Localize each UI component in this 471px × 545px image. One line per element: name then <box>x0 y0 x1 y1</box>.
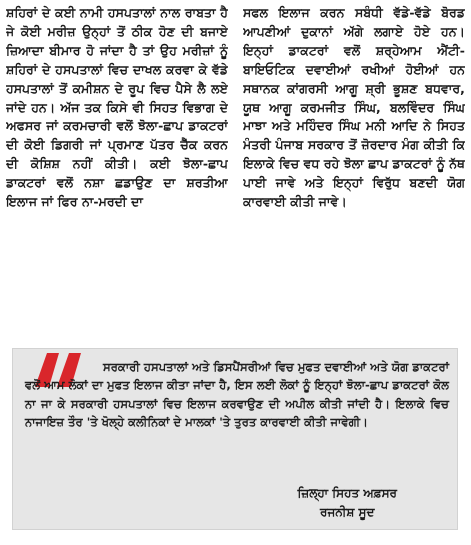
article-body <box>6 4 465 342</box>
quote-signature <box>298 484 397 522</box>
pull-quote-box <box>12 348 458 530</box>
article-paragraph: ਸ਼ਹਿਰਾਂ ਦੇ ਕਈ ਨਾਮੀ ਹਸਪਤਾਲਾਂ ਨਾਲ ਰਾਬਤਾ ਹੈ ਜੇ ਕੋਈ ਮਰੀਜ਼ ਉਨ੍ਹਾਂ ਤੋਂ ਠੀਕ ਹੋਣ ਦੀ ਬਜਾਏ ਜ਼ਿਆਦਾ ਬੀਮਾਰ ਹੋ ਜਾਂਦਾ ਹੈ ਤਾਂ ਉਹ ਮਰੀਜ਼ਾਂ ਨੂੰ ਸ਼ਹਿਰਾਂ ਦੇ ਹਸਪਤਾਲਾਂ ਵਿਚ ਦਾਖਲ ਕਰਵਾ ਕੇ ਵੱਡੇ ਹਸਪਤਾਲਾਂ ਤੋਂ ਕਮੀਸ਼ਨ ਦੇ ਰੂਪ ਵਿਚ ਪੈਸੇ ਲੈ ਲਏ ਜਾਂਦੇ ਹਨ। ਅੱਜ ਤਕ ਕਿਸੇ ਵੀ ਸਿਹਤ ਵਿਭਾਗ ਦੇ ਅਫਸਰ ਜਾਂ ਕਰਮਚਾਰੀ ਵਲੋਂ ਝੋਲਾ-ਛਾਪ ਡਾਕਟਰਾਂ ਦੀ ਕੋਈ ਡਿਗਰੀ ਜਾਂ ਪ੍ਰਮਾਣ ਪੱਤਰ ਚੈੱਕ ਕਰਨ ਦੀ ਕੋਸ਼ਿਸ਼ ਨਹੀਂ ਕੀਤੀ। ਕਈ ਝੋਲਾ-ਛਾਪ ਡਾਕਟਰਾਂ ਵਲੋਂ ਨਸ਼ਾ ਛਡਾਉਣ ਦਾ ਸ਼ਰਤੀਆ ਇਲਾਜ ਜਾਂ ਫਿਰ ਨਾ-ਮਰਦੀ ਦਾ <box>6 5 228 210</box>
signature-title: ਜ਼ਿਲ੍ਹਾ ਸਿਹਤ ਅਫ਼ਸਰ <box>297 486 397 500</box>
article-column-right <box>243 4 465 342</box>
article-column-left <box>6 4 228 342</box>
pull-quote-text: ਸਰਕਾਰੀ ਹਸਪਤਾਲਾਂ ਅਤੇ ਡਿਸਪੈਂਸਰੀਆਂ ਵਿਚ ਮੁਫਤ ਦਵਾਈਆਂ ਅਤੇ ਯੋਗ ਡਾਕਟਰਾਂ ਵਲੋਂ ਆਮ ਲੋਕਾਂ ਦਾ ਮੁਫਤ ਇਲਾਜ ਕੀਤਾ ਜਾਂਦਾ ਹੈ, ਇਸ ਲਈ ਲੋਕਾਂ ਨੂੰ ਇਨ੍ਹਾਂ ਝੋਲਾ-ਛਾਪ ਡਾਕਟਰਾਂ ਕੋਲ ਨਾ ਜਾ ਕੇ ਸਰਕਾਰੀ ਹਸਪਤਾਲਾਂ ਵਿਚ ਇਲਾਜ ਕਰਵਾਉਣ ਦੀ ਅਪੀਲ ਕੀਤੀ ਜਾਂਦੀ ਹੈ। ਇਲਾਕੇ ਵਿਚ ਨਾਜਾਇਜ਼ ਤੌਰ 'ਤੇ ਖੋਲ੍ਹੇ ਕਲੀਨਿਕਾਂ ਦੇ ਮਾਲਕਾਂ 'ਤੇ ਤੁਰਤ ਕਾਰਵਾਈ ਕੀਤੀ ਜਾਵੇਗੀ। <box>25 360 449 430</box>
article-paragraph: ਸਫਲ ਇਲਾਜ ਕਰਨ ਸਬੰਧੀ ਵੱਡੇ-ਵੱਡੇ ਬੋਰਡ ਆਪਣੀਆਂ ਦੁਕਾਨਾਂ ਅੱਗੇ ਲਗਾਏ ਹੋਏ ਹਨ। ਇਨ੍ਹਾਂ ਡਾਕਟਰਾਂ ਵਲੋਂ ਸ਼ਰ੍ਹੇਆਮ ਐਂਟੀ-ਬਾਇਓਟਿਕ ਦਵਾਈਆਂ ਰਖੀਆਂ ਹੋਈਆਂ ਹਨ ਸਥਾਨਕ ਕਾਂਗਰਸੀ ਆਗੂ ਸ਼੍ਰੀ ਭੂਸ਼ਣ ਬਧਵਾਰ, ਯੂਥ ਆਗੂ ਕਰਮਜੀਤ ਸਿੰਘ, ਬਲਵਿੰਦਰ ਸਿੰਘ ਮਾਝਾ ਅਤੇ ਮਹਿੰਦਰ ਸਿੰਘ ਮਨੀ ਆਦਿ ਨੇ ਸਿਹਤ ਮੰਤਰੀ ਪੰਜਾਬ ਸਰਕਾਰ ਤੋਂ ਜ਼ੋਰਦਾਰ ਮੰਗ ਕੀਤੀ ਕਿ ਇਲਾਕੇ ਵਿਚ ਵਧ ਰਹੇ ਝੋਲਾ ਛਾਪ ਡਾਕਟਰਾਂ ਨੂੰ ਨੱਥ ਪਾਈ ਜਾਵੇ ਅਤੇ ਇਨ੍ਹਾਂ ਵਿਰੁੱਧ ਬਣਦੀ ਯੋਗ ਕਾਰਵਾਈ ਕੀਤੀ ਜਾਵੇ। <box>243 5 465 210</box>
signature-name: ਰਜਨੀਸ਼ ਸੂਦ <box>320 505 375 519</box>
